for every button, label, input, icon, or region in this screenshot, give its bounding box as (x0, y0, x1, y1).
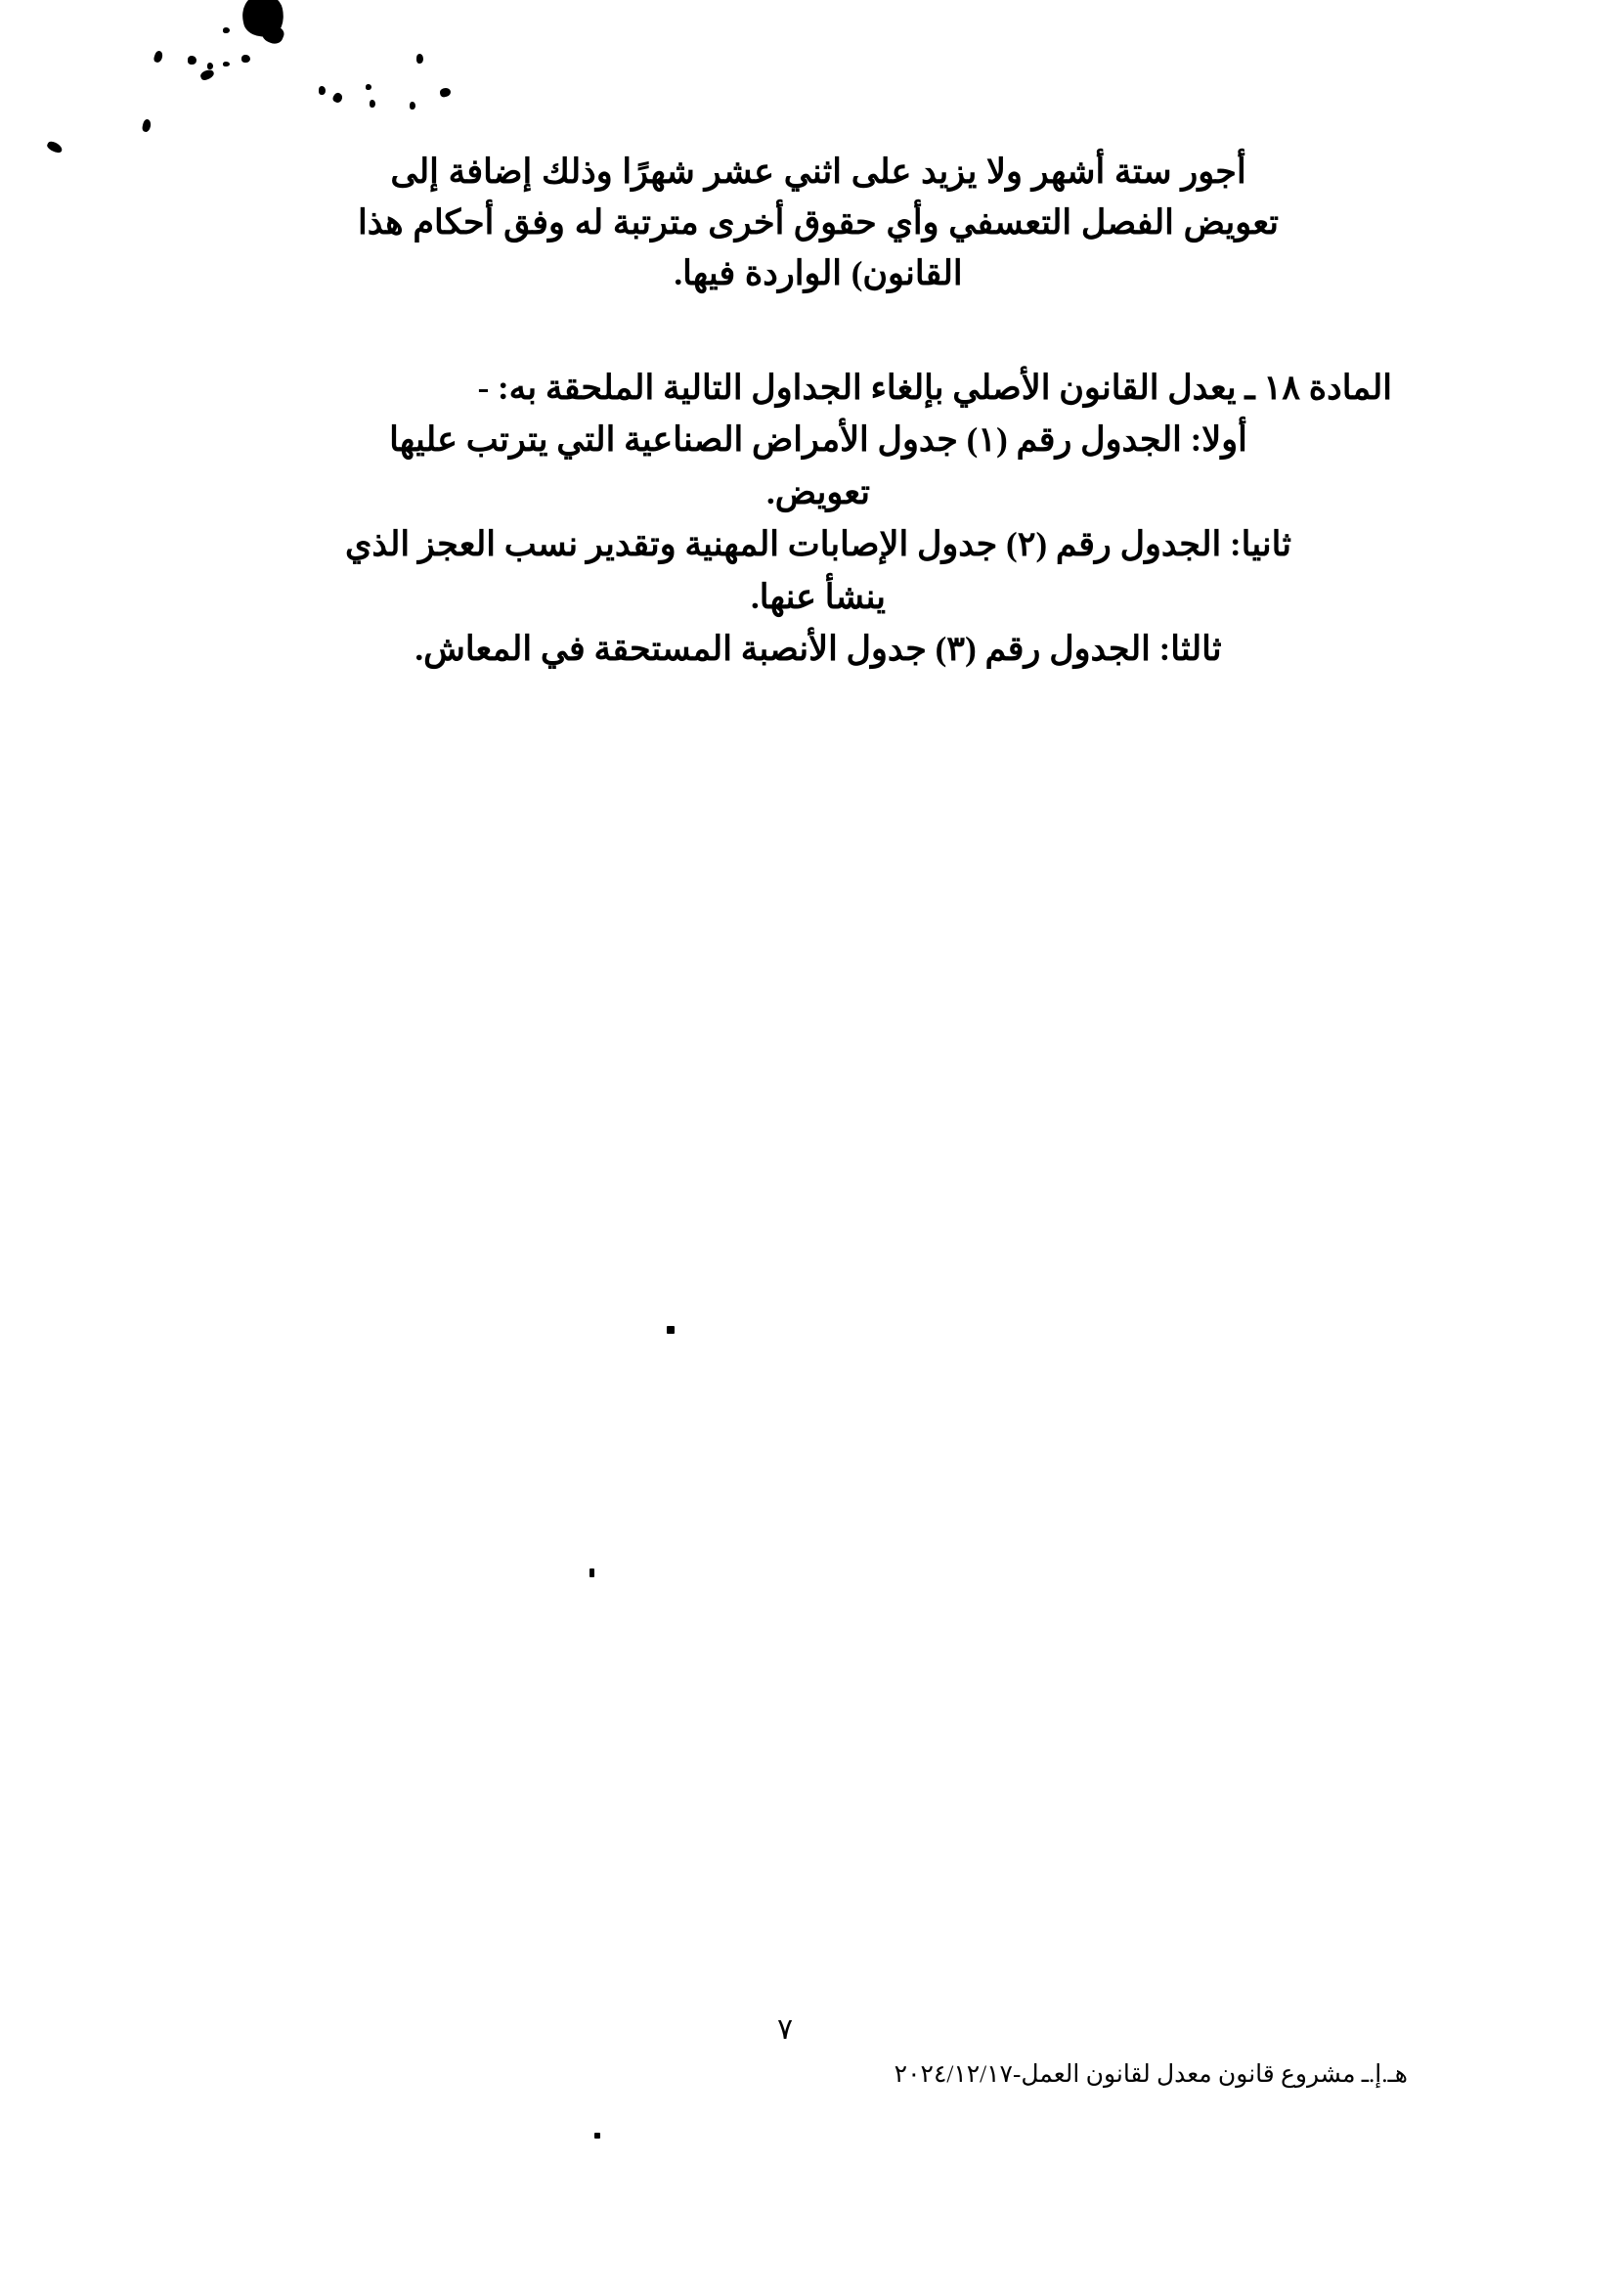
item-line: ثالثا: الجدول رقم (٣) جدول الأنصبة المستحقة في المعاش. (415, 629, 1222, 668)
ink-blob-tail-icon (259, 22, 285, 47)
speck-icon (223, 62, 230, 66)
footer-note: هـ.إ.ـ مشروع قانون معدل لقانون العمل-٢٠٢٤/١٢/١٧ (894, 2061, 1408, 2088)
article-item-first (244, 415, 1392, 519)
speck-icon (142, 118, 153, 132)
ink-blob-icon (239, 0, 287, 41)
article-item-third (244, 624, 1392, 676)
item-line: أولا: الجدول رقم (١) جدول الأمراض الصناعية التي يترتب عليها (389, 419, 1247, 459)
continued-paragraph (244, 147, 1392, 298)
item-line: ثانيا: الجدول رقم (٢) جدول الإصابات المهنية وتقدير نسب العجز الذي (344, 524, 1292, 563)
paragraph-line: القانون) الواردة فيها. (674, 253, 963, 292)
speck-icon (410, 102, 415, 110)
page-footer (0, 1973, 1615, 2296)
paragraph-line: أجور ستة أشهر ولا يزيد على اثني عشر شهرًا وذلك إضافة إلى (390, 153, 1246, 191)
article-heading: المادة ١٨ ـ يعدل القانون الأصلي بإلغاء الجداول التالية الملحقة به: - (477, 369, 1392, 408)
speck-icon (188, 56, 196, 65)
paragraph-line: تعويض الفصل التعسفي وأي حقوق أخرى مترتبة له وفق أحكام هذا (358, 202, 1279, 242)
speck-icon (207, 63, 213, 69)
speck-icon (366, 84, 371, 90)
speck-icon (667, 1326, 675, 1334)
speck-icon (46, 140, 64, 155)
document-body (244, 147, 1392, 675)
speck-icon (594, 2133, 600, 2139)
speck-icon (589, 1568, 594, 1577)
page-number: ٧ (777, 2013, 794, 2046)
speck-icon (439, 87, 452, 99)
item-line: ينشأ عنها. (751, 578, 886, 617)
paragraph-spacer (244, 298, 1392, 363)
speck-icon (241, 55, 250, 63)
speck-icon (416, 54, 423, 64)
item-line: تعويض. (765, 473, 871, 512)
speck-icon (153, 50, 163, 64)
speck-icon (331, 91, 344, 104)
speck-icon (370, 100, 375, 108)
article-item-second (244, 519, 1392, 624)
speck-icon (199, 68, 215, 82)
speck-icon (319, 86, 326, 95)
speck-icon (223, 27, 230, 33)
